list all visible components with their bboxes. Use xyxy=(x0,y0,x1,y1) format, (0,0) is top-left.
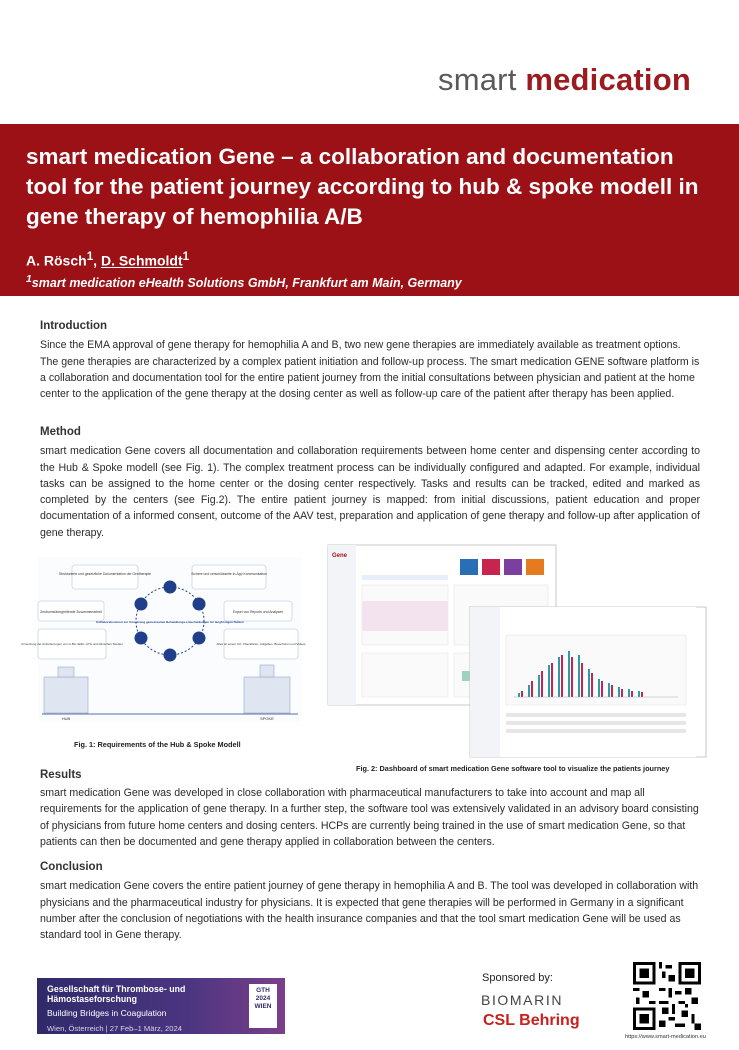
results-text: smart medication Gene was developed in close collaboration with pharmaceutical manufacturers to take into account and map all requirements for the application of gene therapy. In a further step, the software tool was extensively validated in an advisory board consisting of physicians from future home centers and dosing centers. HCPs are currently being trained in the use of smart medication Gene, so that patients can then be documented and gene therapy applied in collaboration between the centers. xyxy=(40,787,699,848)
conclusion-section xyxy=(40,859,700,943)
fig1-box-5: Umsetzung der Anforderungen von G-BA, EMA, GTH und klinischen Studien xyxy=(21,642,123,646)
figure-hub-spoke xyxy=(21,557,306,722)
conference-location: Wien, Österreich | 27 Feb–1 März, 2024 xyxy=(47,1024,182,1033)
fig1-box-6: Alles an einem Ort: Checklisten, Aufgaben, Broschüren und Videos xyxy=(216,642,306,646)
conference-banner xyxy=(37,978,285,1034)
introduction-text: Since the EMA approval of gene therapy for hemophilia A and B, two new gene therapies are immediately available as treatment options. The gene therapies are characterized by a complex patient initiation and follow-up process. The smart medication GENE software platform is a collaboration and documentation tool for the entire patient journey from the initial consultations between physician and patient at the home center to the application of the gene therapy at the dosing center as well as follow-up care of the patient after therapy has been applied. xyxy=(40,339,700,401)
fig1-box-2: Sichere und verschlüsselte In-App Kommunikation xyxy=(191,572,267,576)
conference-society: Gesellschaft für Thrombose- und Hämostaseforschung xyxy=(47,984,186,1004)
method-text: smart medication Gene covers all documentation and collaboration requirements between home center and dispensing center according to the Hub & Spoke modell (see Fig. 1). The complex treatment process can be individually configured and adapted. For example, individual tasks can be assigned to the home center or the dosing center respectively. Tasks and results can be tracked, edited and marked as completed by the centers (see Fig.2). The entire patient journey is mapped: from initial discussions, patient education and proper documentation of a informed consent, outcome of the AAV test, preparation and application of gene therapy and follow-up after application of gene therapy. xyxy=(40,445,700,539)
hub-label: HUB xyxy=(61,716,71,721)
method-heading: Method xyxy=(40,426,81,438)
fig1-box-3: Zentrumsübergreifende Zusammenarbeit xyxy=(40,610,102,614)
affiliation: $^1$smart medication eHealth Solutions GmbH, Frankfurt am Main, Germany xyxy=(26,273,462,290)
introduction-heading: Introduction xyxy=(40,320,108,332)
conference-tagline: Building Bridges in Coagulation xyxy=(47,1008,167,1018)
sponsored-by-label: Sponsored by: xyxy=(482,972,553,984)
fig1-caption: Fig. 1: Requirements of the Hub & Spoke Modell xyxy=(74,740,241,749)
fig1-box-1: Strukturierte und gesetzliche Dokumentation der Gentherapie xyxy=(58,572,152,576)
results-heading-wrap xyxy=(40,767,340,786)
fig2-caption: Fig. 2: Dashboard of smart medication Gene software tool to visualize the patients journey xyxy=(356,764,670,773)
brand-logo: smart medication xyxy=(438,62,691,97)
method-section xyxy=(40,424,700,541)
fig1-center-text: Kollaborationstool zur Umsetzung gemeinsamer Behandlungs-entscheidungen für langfristigen Nutzen xyxy=(96,620,244,624)
qr-url[interactable]: https://www.smart-medication.eu xyxy=(625,1034,706,1040)
sponsor-csl-logo: CSL Behring xyxy=(483,1012,580,1029)
fig1-box-4: Export von Reports und Analysen xyxy=(232,610,284,614)
poster-title: smart medication Gene – a collaboration and documentation tool for the patient journey according to hub & spoke modell in gene therapy of hemophilia A/B xyxy=(26,144,699,229)
fig2-logo: Gene xyxy=(332,553,348,559)
results-heading: Results xyxy=(40,769,82,781)
title-banner xyxy=(0,124,739,296)
authors: A. Rösch$^1$, D. Schmoldt$^1$ xyxy=(26,250,190,269)
qr-code-icon[interactable] xyxy=(633,962,701,1030)
spoke-label: SPOKE xyxy=(260,716,274,721)
results-section xyxy=(40,785,700,850)
gth-badge: GTH 2024 WIEN xyxy=(249,984,277,1028)
presenting-author: D. Schmoldt xyxy=(100,252,183,269)
conclusion-text: smart medication Gene covers the entire patient journey of gene therapy in hemophilia A and B. The tool was developed in collaboration with physicians and the pharmaceutical industry for physicians. It is expected that gene therapies will be performed in Germany in a significant number after the conclusion of negotiations with the health insurance companies and that the tool smart medication Gene will be used as standard tool in Gene therapy. xyxy=(40,880,699,942)
sponsor-biomarin-logo: BIOMARIN xyxy=(481,992,564,1008)
introduction-section xyxy=(40,318,700,402)
conclusion-heading: Conclusion xyxy=(40,861,103,873)
figure-dashboard xyxy=(328,545,706,757)
